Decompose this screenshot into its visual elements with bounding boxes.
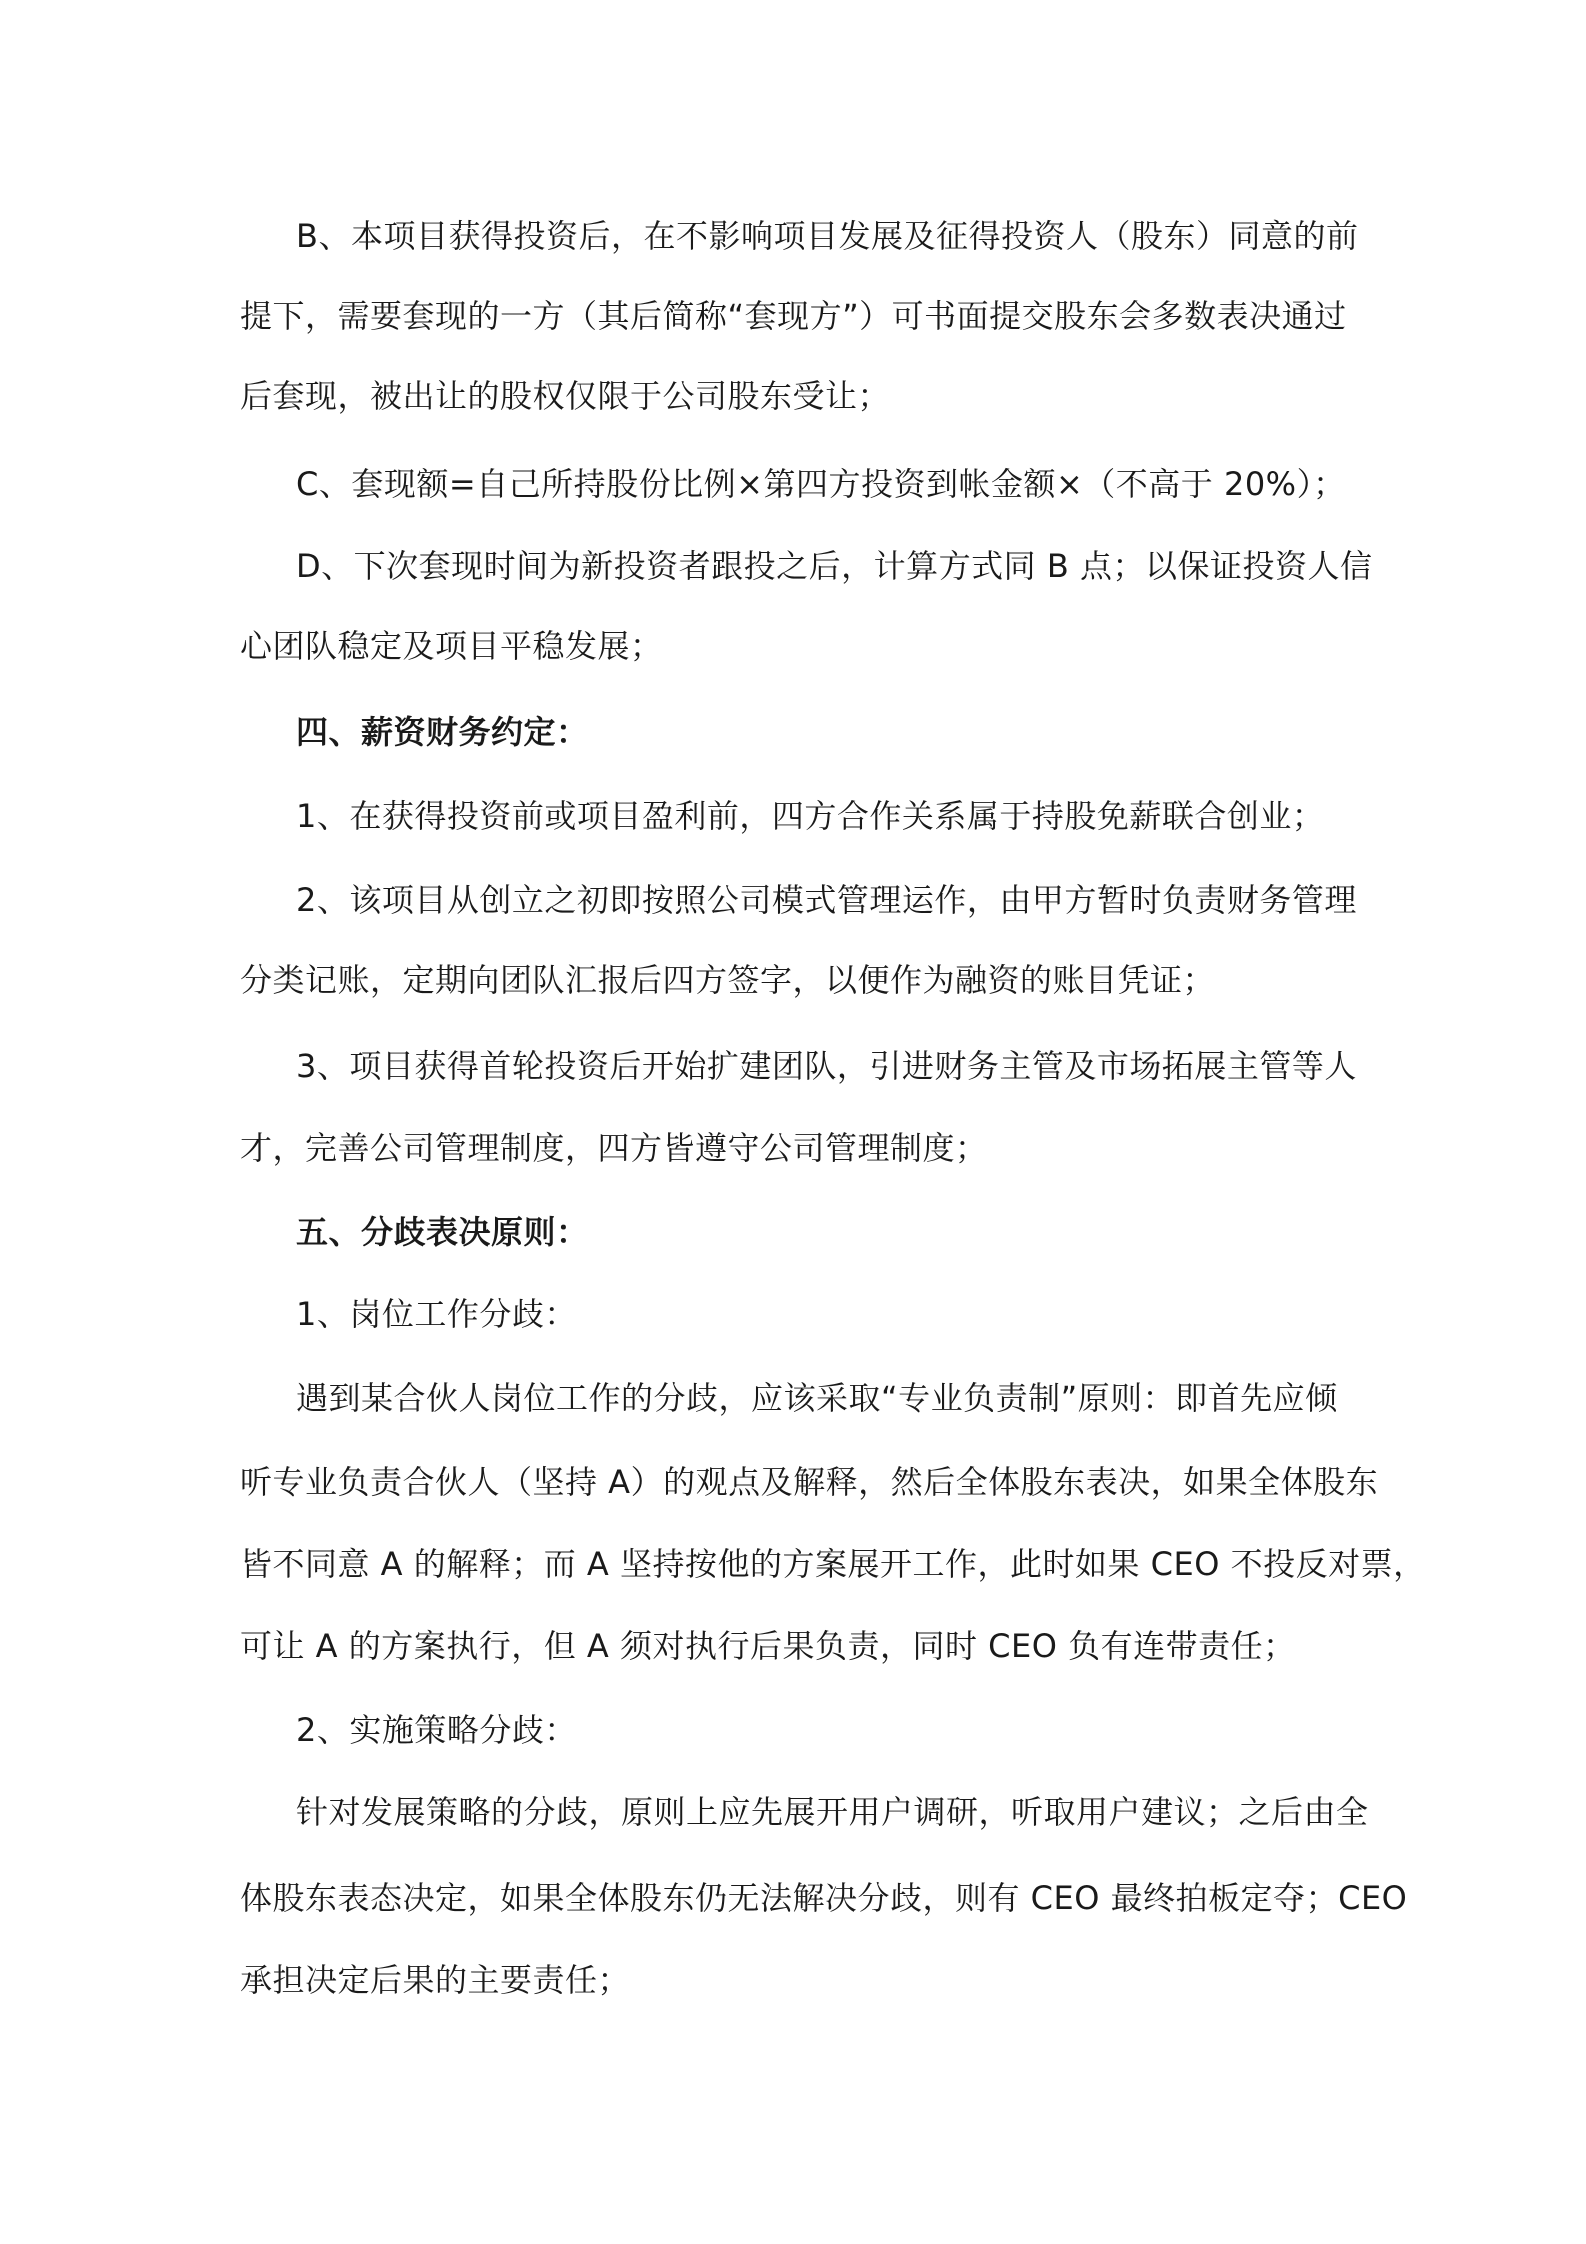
paragraph-line: 心团队稳定及项目平稳发展； — [240, 627, 663, 665]
section-heading: 四、薪资财务约定： — [296, 713, 589, 751]
paragraph-line: 3、项目获得首轮投资后开始扩建团队，引进财务主管及市场拓展主管等人 — [296, 1047, 1357, 1085]
paragraph-line: 提下，需要套现的一方（其后简称“套现方”）可书面提交股东会多数表决通过 — [240, 297, 1347, 335]
subsection-heading: 2、实施策略分歧： — [296, 1711, 577, 1749]
paragraph-line: 后套现，被出让的股权仅限于公司股东受让； — [240, 377, 891, 415]
paragraph-line: 皆不同意 A 的解释；而 A 坚持按他的方案展开工作，此时如果 CEO 不投反对票， — [240, 1545, 1426, 1583]
paragraph-line: C、套现额=自己所持股份比例×第四方投资到帐金额×（不高于 20%）； — [296, 465, 1346, 503]
paragraph-line: 1、在获得投资前或项目盈利前，四方合作关系属于持股免薪联合创业； — [296, 797, 1325, 835]
paragraph-line: D、下次套现时间为新投资者跟投之后，计算方式同 B 点；以保证投资人信 — [296, 547, 1373, 585]
paragraph-line: B、本项目获得投资后，在不影响项目发展及征得投资人（股东）同意的前 — [296, 217, 1359, 255]
subsection-heading: 1、岗位工作分歧： — [296, 1295, 577, 1333]
paragraph-line: 2、该项目从创立之初即按照公司模式管理运作，由甲方暂时负责财务管理 — [296, 881, 1357, 919]
paragraph-line: 分类记账，定期向团队汇报后四方签字，以便作为融资的账目凭证； — [240, 961, 1216, 999]
paragraph-line: 针对发展策略的分歧，原则上应先展开用户调研，听取用户建议；之后由全 — [296, 1793, 1369, 1831]
paragraph-line: 可让 A 的方案执行，但 A 须对执行后果负责，同时 CEO 负有连带责任； — [240, 1627, 1296, 1665]
paragraph-line: 才，完善公司管理制度，四方皆遵守公司管理制度； — [240, 1129, 988, 1167]
paragraph-line: 体股东表态决定，如果全体股东仍无法解决分歧，则有 CEO 最终拍板定夺；CEO — [240, 1879, 1408, 1917]
paragraph-line: 听专业负责合伙人（坚持 A）的观点及解释，然后全体股东表决，如果全体股东 — [240, 1463, 1379, 1501]
section-heading: 五、分歧表决原则： — [296, 1213, 589, 1251]
paragraph-line: 遇到某合伙人岗位工作的分歧，应该采取“专业负责制”原则：即首先应倾 — [296, 1379, 1338, 1417]
paragraph-line: 承担决定后果的主要责任； — [240, 1961, 631, 1999]
